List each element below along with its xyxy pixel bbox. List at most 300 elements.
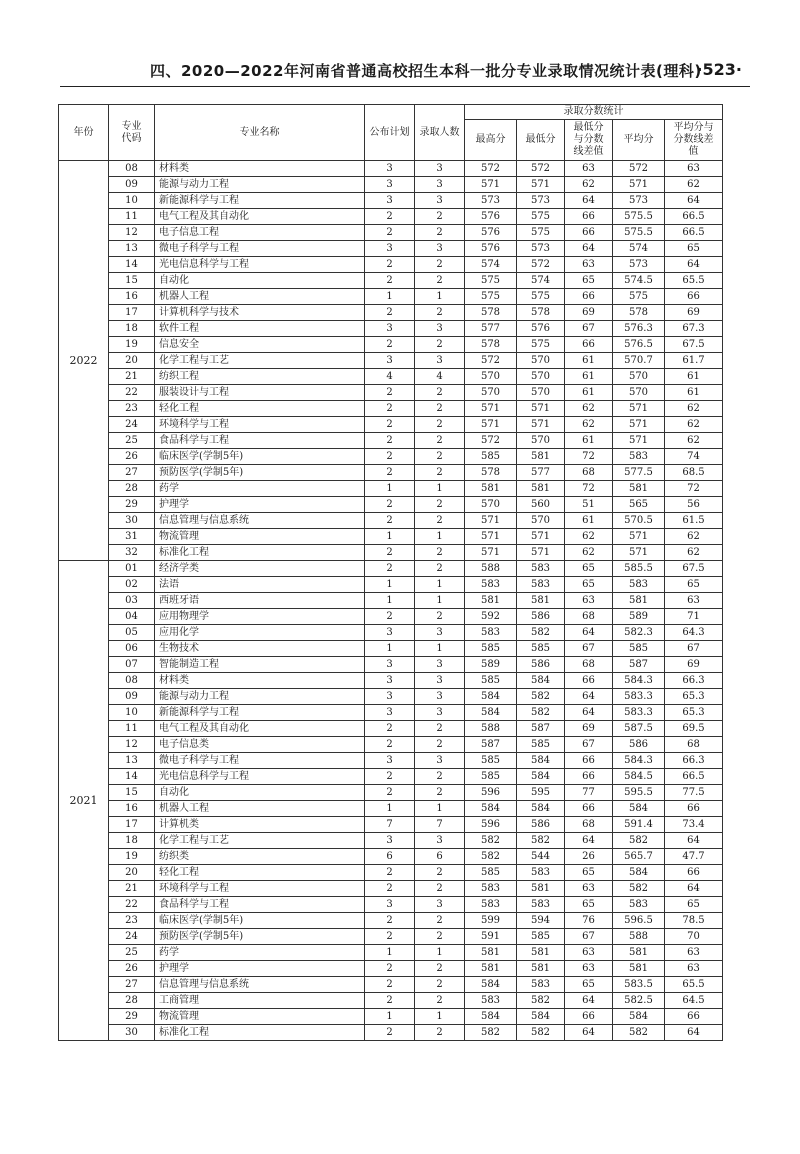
code-cell: 26 [109, 961, 155, 977]
plan-cell: 2 [365, 881, 415, 897]
header-code: 专业代码 [109, 105, 155, 161]
admitted-cell: 2 [415, 385, 465, 401]
admitted-cell: 3 [415, 897, 465, 913]
min-diff-cell: 61 [565, 369, 613, 385]
avg-diff-cell: 61 [665, 385, 723, 401]
min-cell: 595 [517, 785, 565, 801]
avg-cell: 591.4 [613, 817, 665, 833]
min-diff-cell: 65 [565, 977, 613, 993]
admitted-cell: 2 [415, 465, 465, 481]
avg-diff-cell: 64 [665, 257, 723, 273]
avg-diff-cell: 66 [665, 865, 723, 881]
table-row [59, 305, 723, 321]
max-cell: 588 [465, 561, 517, 577]
min-cell: 570 [517, 433, 565, 449]
name-cell: 临床医学(学制5年) [155, 913, 365, 929]
plan-cell: 2 [365, 449, 415, 465]
header-max: 最高分 [465, 120, 517, 161]
header-score-group: 录取分数统计 [465, 105, 723, 120]
plan-cell: 1 [365, 481, 415, 497]
min-cell: 586 [517, 817, 565, 833]
min-cell: 585 [517, 641, 565, 657]
min-cell: 583 [517, 977, 565, 993]
admitted-cell: 3 [415, 833, 465, 849]
header-name: 专业名称 [155, 105, 365, 161]
name-cell: 生物技术 [155, 641, 365, 657]
max-cell: 572 [465, 161, 517, 177]
min-diff-cell: 61 [565, 433, 613, 449]
name-cell: 轻化工程 [155, 401, 365, 417]
code-cell: 25 [109, 433, 155, 449]
avg-cell: 581 [613, 481, 665, 497]
min-diff-cell: 67 [565, 737, 613, 753]
plan-cell: 2 [365, 385, 415, 401]
code-cell: 11 [109, 209, 155, 225]
code-cell: 17 [109, 817, 155, 833]
code-cell: 10 [109, 705, 155, 721]
min-diff-cell: 68 [565, 657, 613, 673]
max-cell: 570 [465, 497, 517, 513]
code-cell: 04 [109, 609, 155, 625]
name-cell: 信息安全 [155, 337, 365, 353]
avg-diff-cell: 62 [665, 545, 723, 561]
table-row [59, 417, 723, 433]
max-cell: 583 [465, 625, 517, 641]
table-row [59, 561, 723, 577]
plan-cell: 2 [365, 273, 415, 289]
min-diff-cell: 65 [565, 273, 613, 289]
admitted-cell: 2 [415, 881, 465, 897]
admission-table [58, 104, 723, 1041]
avg-cell: 576.5 [613, 337, 665, 353]
avg-cell: 573 [613, 257, 665, 273]
table-row [59, 481, 723, 497]
name-cell: 标准化工程 [155, 545, 365, 561]
code-cell: 20 [109, 353, 155, 369]
avg-diff-cell: 62 [665, 417, 723, 433]
plan-cell: 2 [365, 561, 415, 577]
plan-cell: 2 [365, 337, 415, 353]
avg-cell: 589 [613, 609, 665, 625]
table-row [59, 337, 723, 353]
max-cell: 582 [465, 833, 517, 849]
table-row [59, 369, 723, 385]
avg-diff-cell: 65.3 [665, 705, 723, 721]
avg-cell: 582 [613, 881, 665, 897]
min-cell: 573 [517, 193, 565, 209]
table-row [59, 881, 723, 897]
table-row [59, 769, 723, 785]
code-cell: 28 [109, 481, 155, 497]
plan-cell: 1 [365, 945, 415, 961]
plan-cell: 3 [365, 353, 415, 369]
name-cell: 化学工程与工艺 [155, 833, 365, 849]
avg-cell: 585.5 [613, 561, 665, 577]
min-diff-cell: 62 [565, 529, 613, 545]
min-cell: 571 [517, 529, 565, 545]
code-cell: 02 [109, 577, 155, 593]
admitted-cell: 1 [415, 641, 465, 657]
code-cell: 15 [109, 785, 155, 801]
table-row [59, 449, 723, 465]
name-cell: 新能源科学与工程 [155, 193, 365, 209]
avg-cell: 584 [613, 801, 665, 817]
max-cell: 589 [465, 657, 517, 673]
max-cell: 585 [465, 865, 517, 881]
avg-diff-cell: 63 [665, 961, 723, 977]
max-cell: 571 [465, 177, 517, 193]
table-row [59, 257, 723, 273]
min-cell: 571 [517, 401, 565, 417]
name-cell: 电子信息工程 [155, 225, 365, 241]
max-cell: 576 [465, 241, 517, 257]
min-diff-cell: 62 [565, 545, 613, 561]
avg-cell: 584 [613, 865, 665, 881]
admitted-cell: 7 [415, 817, 465, 833]
min-cell: 585 [517, 737, 565, 753]
code-cell: 25 [109, 945, 155, 961]
avg-cell: 583 [613, 577, 665, 593]
avg-cell: 570 [613, 385, 665, 401]
code-cell: 16 [109, 289, 155, 305]
min-cell: 584 [517, 1009, 565, 1025]
admitted-cell: 1 [415, 577, 465, 593]
table-row [59, 545, 723, 561]
avg-cell: 576.3 [613, 321, 665, 337]
code-cell: 26 [109, 449, 155, 465]
max-cell: 576 [465, 225, 517, 241]
name-cell: 标准化工程 [155, 1025, 365, 1041]
max-cell: 587 [465, 737, 517, 753]
max-cell: 581 [465, 481, 517, 497]
name-cell: 预防医学(学制5年) [155, 465, 365, 481]
avg-cell: 584 [613, 1009, 665, 1025]
plan-cell: 1 [365, 289, 415, 305]
code-cell: 30 [109, 513, 155, 529]
max-cell: 592 [465, 609, 517, 625]
min-diff-cell: 64 [565, 241, 613, 257]
plan-cell: 2 [365, 609, 415, 625]
min-diff-cell: 63 [565, 161, 613, 177]
max-cell: 571 [465, 417, 517, 433]
name-cell: 信息管理与信息系统 [155, 513, 365, 529]
header-avg-diff: 平均分与分数线差值 [665, 120, 723, 161]
table-row [59, 209, 723, 225]
min-cell: 571 [517, 545, 565, 561]
plan-cell: 1 [365, 593, 415, 609]
plan-cell: 2 [365, 737, 415, 753]
admitted-cell: 2 [415, 721, 465, 737]
name-cell: 预防医学(学制5年) [155, 929, 365, 945]
admitted-cell: 2 [415, 273, 465, 289]
min-diff-cell: 26 [565, 849, 613, 865]
avg-cell: 573 [613, 193, 665, 209]
code-cell: 17 [109, 305, 155, 321]
admitted-cell: 3 [415, 321, 465, 337]
code-cell: 03 [109, 593, 155, 609]
min-cell: 581 [517, 481, 565, 497]
name-cell: 能源与动力工程 [155, 177, 365, 193]
plan-cell: 6 [365, 849, 415, 865]
max-cell: 596 [465, 785, 517, 801]
avg-cell: 571 [613, 177, 665, 193]
plan-cell: 2 [365, 417, 415, 433]
min-diff-cell: 66 [565, 337, 613, 353]
admitted-cell: 2 [415, 497, 465, 513]
min-diff-cell: 66 [565, 1009, 613, 1025]
header-avg: 平均分 [613, 120, 665, 161]
avg-diff-cell: 71 [665, 609, 723, 625]
admitted-cell: 2 [415, 401, 465, 417]
min-diff-cell: 65 [565, 865, 613, 881]
name-cell: 计算机类 [155, 817, 365, 833]
code-cell: 15 [109, 273, 155, 289]
avg-diff-cell: 61.5 [665, 513, 723, 529]
max-cell: 583 [465, 881, 517, 897]
min-diff-cell: 62 [565, 417, 613, 433]
min-diff-cell: 64 [565, 689, 613, 705]
max-cell: 584 [465, 977, 517, 993]
min-diff-cell: 66 [565, 225, 613, 241]
table-row [59, 801, 723, 817]
year-cell: 2021 [59, 561, 109, 1041]
min-cell: 581 [517, 593, 565, 609]
name-cell: 微电子科学与工程 [155, 241, 365, 257]
plan-cell: 2 [365, 865, 415, 881]
table-row [59, 913, 723, 929]
admitted-cell: 2 [415, 609, 465, 625]
min-diff-cell: 68 [565, 817, 613, 833]
code-cell: 27 [109, 465, 155, 481]
min-cell: 572 [517, 257, 565, 273]
max-cell: 573 [465, 193, 517, 209]
name-cell: 光电信息科学与工程 [155, 257, 365, 273]
admitted-cell: 2 [415, 977, 465, 993]
min-diff-cell: 65 [565, 561, 613, 577]
avg-cell: 570 [613, 369, 665, 385]
admitted-cell: 3 [415, 177, 465, 193]
table-row [59, 513, 723, 529]
table-row [59, 753, 723, 769]
plan-cell: 3 [365, 689, 415, 705]
name-cell: 工商管理 [155, 993, 365, 1009]
code-cell: 20 [109, 865, 155, 881]
code-cell: 19 [109, 337, 155, 353]
min-diff-cell: 66 [565, 801, 613, 817]
table-row [59, 433, 723, 449]
min-cell: 570 [517, 353, 565, 369]
admitted-cell: 1 [415, 1009, 465, 1025]
name-cell: 光电信息科学与工程 [155, 769, 365, 785]
min-cell: 583 [517, 897, 565, 913]
min-cell: 583 [517, 865, 565, 881]
plan-cell: 3 [365, 625, 415, 641]
table-row [59, 353, 723, 369]
code-cell: 11 [109, 721, 155, 737]
code-cell: 24 [109, 929, 155, 945]
code-cell: 23 [109, 401, 155, 417]
admitted-cell: 2 [415, 1025, 465, 1041]
avg-cell: 571 [613, 417, 665, 433]
min-cell: 583 [517, 577, 565, 593]
admitted-cell: 1 [415, 593, 465, 609]
code-cell: 12 [109, 225, 155, 241]
min-diff-cell: 69 [565, 721, 613, 737]
table-row [59, 961, 723, 977]
min-diff-cell: 62 [565, 401, 613, 417]
min-cell: 575 [517, 337, 565, 353]
max-cell: 582 [465, 849, 517, 865]
max-cell: 570 [465, 385, 517, 401]
min-diff-cell: 72 [565, 481, 613, 497]
max-cell: 571 [465, 529, 517, 545]
admitted-cell: 2 [415, 785, 465, 801]
admitted-cell: 3 [415, 241, 465, 257]
avg-diff-cell: 62 [665, 401, 723, 417]
admitted-cell: 2 [415, 561, 465, 577]
admitted-cell: 2 [415, 961, 465, 977]
admitted-cell: 6 [415, 849, 465, 865]
table-row [59, 385, 723, 401]
avg-cell: 572 [613, 161, 665, 177]
admitted-cell: 2 [415, 209, 465, 225]
table-body [59, 161, 723, 1041]
avg-diff-cell: 64 [665, 1025, 723, 1041]
avg-diff-cell: 77.5 [665, 785, 723, 801]
plan-cell: 3 [365, 897, 415, 913]
min-diff-cell: 66 [565, 753, 613, 769]
avg-cell: 570.5 [613, 513, 665, 529]
avg-cell: 578 [613, 305, 665, 321]
name-cell: 药学 [155, 945, 365, 961]
avg-diff-cell: 63 [665, 945, 723, 961]
admitted-cell: 3 [415, 657, 465, 673]
avg-diff-cell: 64.3 [665, 625, 723, 641]
avg-cell: 595.5 [613, 785, 665, 801]
min-cell: 583 [517, 561, 565, 577]
avg-cell: 596.5 [613, 913, 665, 929]
page-title: 四、2020—2022年河南省普通高校招生本科一批分专业录取情况统计表(理科) [150, 62, 702, 80]
avg-diff-cell: 63 [665, 161, 723, 177]
avg-cell: 581 [613, 961, 665, 977]
code-cell: 19 [109, 849, 155, 865]
min-cell: 578 [517, 305, 565, 321]
name-cell: 服装设计与工程 [155, 385, 365, 401]
code-cell: 28 [109, 993, 155, 1009]
table-row [59, 401, 723, 417]
admitted-cell: 3 [415, 161, 465, 177]
avg-cell: 584.3 [613, 673, 665, 689]
avg-diff-cell: 61 [665, 369, 723, 385]
min-diff-cell: 63 [565, 961, 613, 977]
min-cell: 576 [517, 321, 565, 337]
name-cell: 护理学 [155, 961, 365, 977]
min-cell: 584 [517, 801, 565, 817]
name-cell: 经济学类 [155, 561, 365, 577]
table-row [59, 225, 723, 241]
plan-cell: 2 [365, 465, 415, 481]
admitted-cell: 2 [415, 417, 465, 433]
min-diff-cell: 63 [565, 881, 613, 897]
avg-cell: 574 [613, 241, 665, 257]
max-cell: 572 [465, 353, 517, 369]
avg-diff-cell: 62 [665, 177, 723, 193]
min-diff-cell: 76 [565, 913, 613, 929]
plan-cell: 2 [365, 209, 415, 225]
admitted-cell: 3 [415, 753, 465, 769]
max-cell: 599 [465, 913, 517, 929]
avg-diff-cell: 62 [665, 529, 723, 545]
table-row [59, 817, 723, 833]
avg-cell: 588 [613, 929, 665, 945]
table-row [59, 993, 723, 1009]
name-cell: 应用物理学 [155, 609, 365, 625]
min-diff-cell: 64 [565, 625, 613, 641]
name-cell: 信息管理与信息系统 [155, 977, 365, 993]
avg-cell: 581 [613, 593, 665, 609]
min-diff-cell: 62 [565, 177, 613, 193]
avg-diff-cell: 67.5 [665, 561, 723, 577]
name-cell: 智能制造工程 [155, 657, 365, 673]
plan-cell: 2 [365, 721, 415, 737]
name-cell: 电气工程及其自动化 [155, 209, 365, 225]
table-row [59, 865, 723, 881]
avg-diff-cell: 65.5 [665, 977, 723, 993]
min-cell: 594 [517, 913, 565, 929]
admitted-cell: 3 [415, 705, 465, 721]
min-cell: 571 [517, 417, 565, 433]
max-cell: 575 [465, 289, 517, 305]
table-row [59, 785, 723, 801]
avg-cell: 583 [613, 897, 665, 913]
code-cell: 16 [109, 801, 155, 817]
avg-cell: 571 [613, 433, 665, 449]
admitted-cell: 2 [415, 545, 465, 561]
plan-cell: 2 [365, 929, 415, 945]
plan-cell: 2 [365, 513, 415, 529]
header-plan: 公布计划 [365, 105, 415, 161]
table-row [59, 577, 723, 593]
table-row [59, 273, 723, 289]
avg-diff-cell: 67.5 [665, 337, 723, 353]
min-cell: 582 [517, 833, 565, 849]
plan-cell: 2 [365, 401, 415, 417]
max-cell: 584 [465, 705, 517, 721]
min-cell: 573 [517, 241, 565, 257]
avg-diff-cell: 63 [665, 593, 723, 609]
plan-cell: 3 [365, 241, 415, 257]
admitted-cell: 2 [415, 257, 465, 273]
code-cell: 08 [109, 161, 155, 177]
min-cell: 582 [517, 705, 565, 721]
plan-cell: 2 [365, 913, 415, 929]
min-diff-cell: 51 [565, 497, 613, 513]
min-cell: 581 [517, 449, 565, 465]
max-cell: 572 [465, 433, 517, 449]
avg-diff-cell: 66.3 [665, 673, 723, 689]
table-row [59, 929, 723, 945]
code-cell: 08 [109, 673, 155, 689]
table-row [59, 497, 723, 513]
min-cell: 586 [517, 609, 565, 625]
min-cell: 574 [517, 273, 565, 289]
avg-diff-cell: 64 [665, 833, 723, 849]
min-diff-cell: 69 [565, 305, 613, 321]
name-cell: 机器人工程 [155, 289, 365, 305]
avg-cell: 570.7 [613, 353, 665, 369]
avg-diff-cell: 64.5 [665, 993, 723, 1009]
code-cell: 27 [109, 977, 155, 993]
